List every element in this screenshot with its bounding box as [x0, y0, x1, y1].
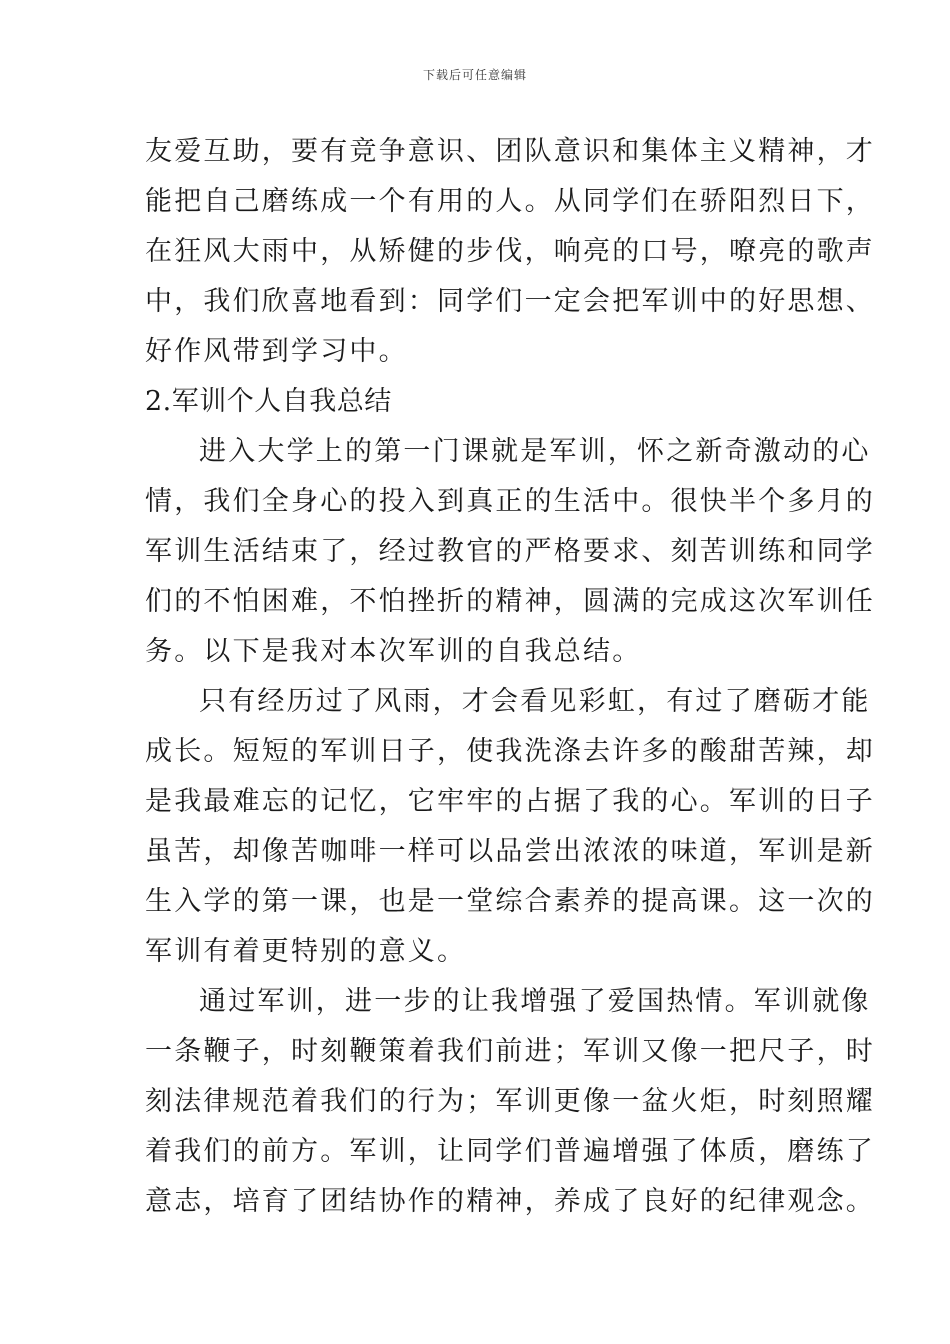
- paragraph-2: [145, 427, 875, 677]
- text-line: 通过军训，进一步的让我增强了爱国热情。军训就像: [199, 986, 871, 1017]
- text-line: 中，我们欣喜地看到：同学们一定会把军训中的好思想、: [145, 286, 875, 317]
- text-line: 成长。短短的军训日子，使我洗涤去许多的酸甜苦辣，却: [145, 736, 875, 767]
- paragraph-1: [145, 127, 875, 377]
- text-line: 虽苦，却像苦咖啡一样可以品尝出浓浓的味道，军训是新: [145, 836, 875, 867]
- text-line: 是我最难忘的记忆，它牢牢的占据了我的心。军训的日子: [145, 786, 875, 817]
- document-body: [145, 127, 875, 1227]
- text-line: 军训生活结束了，经过教官的严格要求、刻苦训练和同学: [145, 536, 875, 567]
- text-line: 情，我们全身心的投入到真正的生活中。很快半个多月的: [145, 486, 875, 517]
- paragraph-3: [145, 677, 875, 977]
- text-line: 在狂风大雨中，从矫健的步伐，响亮的口号，嘹亮的歌声: [145, 236, 875, 267]
- text-line: 好作风带到学习中。: [145, 336, 408, 367]
- text-line: 生入学的第一课，也是一堂综合素养的提高课。这一次的: [145, 886, 875, 917]
- page-header-note: 下载后可任意编辑: [422, 68, 527, 82]
- paragraph-4: [145, 977, 875, 1227]
- text-line: 进入大学上的第一门课就是军训，怀之新奇激动的心: [199, 436, 871, 467]
- text-line: 能把自己磨练成一个有用的人。从同学们在骄阳烈日下，: [145, 186, 875, 217]
- text-line: 们的不怕困难，不怕挫折的精神，圆满的完成这次军训任: [145, 586, 875, 617]
- text-line: 着我们的前方。军训，让同学们普遍增强了体质，磨练了: [145, 1136, 875, 1167]
- text-line: 务。以下是我对本次军训的自我总结。: [145, 636, 642, 667]
- text-line: 一条鞭子，时刻鞭策着我们前进；军训又像一把尺子，时: [145, 1036, 875, 1067]
- text-line: 刻法律规范着我们的行为；军训更像一盆火炬，时刻照耀: [145, 1086, 875, 1117]
- text-line: 友爱互助，要有竞争意识、团队意识和集体主义精神，才: [145, 136, 875, 167]
- text-line: 只有经历过了风雨，才会看见彩虹，有过了磨砺才能: [199, 686, 871, 717]
- section-heading: 2.军训个人自我总结: [145, 386, 392, 417]
- text-line: 意志，培育了团结协作的精神，养成了良好的纪律观念。: [145, 1186, 875, 1217]
- text-line: 军训有着更特别的意义。: [145, 936, 467, 967]
